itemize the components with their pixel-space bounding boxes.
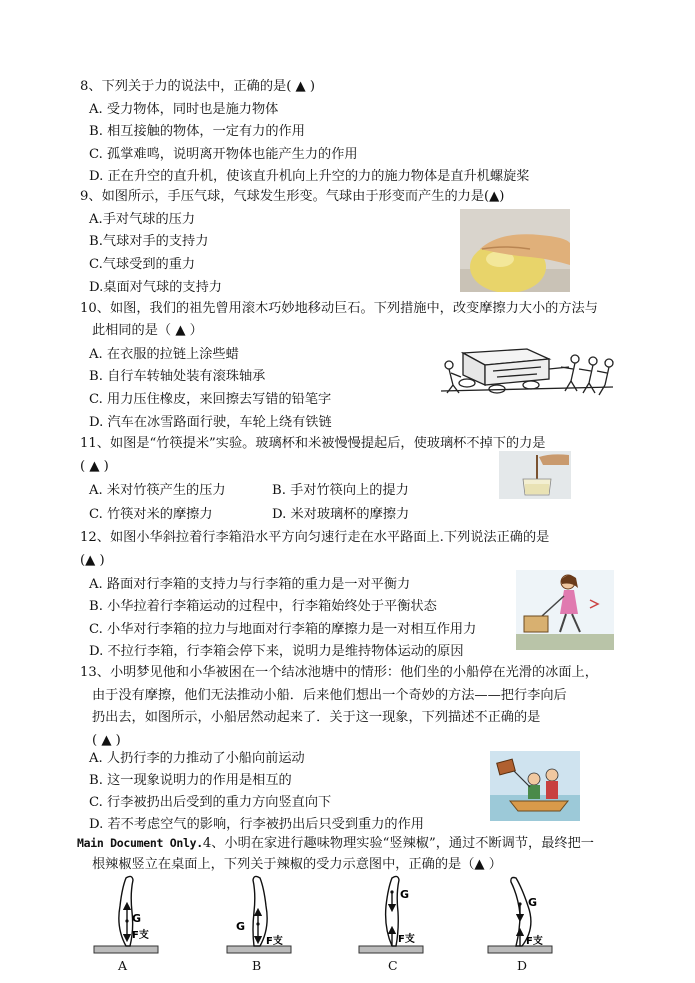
q10-stem-continued: 此相同的是（ ▲ ） bbox=[92, 323, 203, 338]
chopstick-lifting-rice-image bbox=[499, 451, 571, 499]
label-f-b: F支 bbox=[266, 936, 283, 947]
rolling-logs-boulder-image bbox=[437, 343, 617, 399]
q10-option-b: B. 自行车转轴处装有滚珠轴承 bbox=[89, 369, 266, 384]
q13-stem: 13、小明梦见他和小华被困在一个结冰池塘中的情形：他们坐的小船停在光滑的冰面上， bbox=[80, 665, 598, 680]
q12-stem-continued: (▲ ) bbox=[80, 553, 105, 568]
q12-stem: 12、如图小华斜拉着行李箱沿水平方向匀速行走在水平路面上.下列说法正确的是 bbox=[80, 530, 550, 545]
q8-option-b: B. 相互接触的物体，一定有力的作用 bbox=[89, 124, 305, 139]
label-g-a: G bbox=[132, 912, 142, 925]
boat-throwing-luggage-image bbox=[490, 751, 580, 821]
hand-pressing-balloon-image bbox=[460, 209, 570, 292]
q13-option-b: B. 这一现象说明力的作用是相互的 bbox=[89, 773, 292, 788]
pepper-diagram-b bbox=[227, 876, 291, 953]
q14-stem-continued: 根辣椒竖立在桌面上，下列关于辣椒的受力示意图中，正确的是（▲ ） bbox=[92, 857, 502, 872]
q13-stem-line2: 由于没有摩擦，他们无法推动小船．后来他们想出一个奇妙的方法——把行李向后 bbox=[92, 688, 567, 703]
q12-option-d: D. 不拉行李箱，行李箱会停下来，说明力是维持物体运动的原因 bbox=[89, 644, 464, 659]
q11-option-d: D. 米对玻璃杯的摩擦力 bbox=[272, 507, 410, 522]
q11-stem: 11、如图是“竹筷提米”实验。玻璃杯和米被慢慢提起后，使玻璃杯不掉下的力是 bbox=[80, 436, 546, 451]
q9-stem: 9、如图所示，手压气球，气球发生形变。气球由于形变而产生的力是(▲) bbox=[80, 189, 505, 204]
diagram-label-c: C bbox=[388, 958, 398, 973]
label-g-c: G bbox=[400, 888, 410, 901]
girl-pulling-luggage-image bbox=[516, 570, 614, 650]
q12-option-c: C. 小华对行李箱的拉力与地面对行李箱的摩擦力是一对相互作用力 bbox=[89, 622, 477, 637]
q8-stem: 8、下列关于力的说法中，正确的是( ▲ ) bbox=[80, 79, 316, 94]
diagram-label-b: B bbox=[252, 958, 262, 973]
q9-option-d: D.桌面对气球的支持力 bbox=[89, 280, 222, 295]
q10-option-c: C. 用力压住橡皮，来回擦去写错的铅笔字 bbox=[89, 392, 332, 407]
pepper-diagram-d bbox=[488, 878, 552, 954]
q14-stem-line1 bbox=[77, 833, 594, 854]
q10-option-d: D. 汽车在冰雪路面行驶，车轮上绕有铁链 bbox=[89, 415, 332, 430]
label-f-c: F支 bbox=[398, 934, 415, 945]
q8-option-d: D. 正在升空的直升机，使该直升机向上升空的力的施力物体是直升机螺旋桨 bbox=[89, 169, 530, 184]
q13-option-d: D. 若不考虑空气的影响，行李被扔出后只受到重力的作用 bbox=[89, 817, 424, 832]
pepper-diagram-a bbox=[94, 876, 158, 953]
label-g-b: G bbox=[236, 920, 246, 933]
label-f-d: F支 bbox=[526, 936, 543, 947]
q13-stem-line3: 扔出去，如图所示，小船居然动起来了．关于这一现象，下列描述不正确的是 bbox=[92, 710, 541, 725]
q10-option-a: A. 在衣服的拉链上涂些蜡 bbox=[89, 347, 239, 362]
q9-option-a: A.手对气球的压力 bbox=[89, 212, 196, 227]
label-g-d: G bbox=[528, 896, 538, 909]
q8-option-c: C. 孤掌难鸣，说明离开物体也能产生力的作用 bbox=[89, 147, 358, 162]
q12-option-b: B. 小华拉着行李箱运动的过程中，行李箱始终处于平衡状态 bbox=[89, 599, 437, 614]
q9-option-b: B.气球对手的支持力 bbox=[89, 234, 209, 249]
q14-stem: 4、小明在家进行趣味物理实验“竖辣椒”，通过不断调节，最终把一 bbox=[202, 836, 594, 851]
q11-option-b: B. 手对竹筷向上的提力 bbox=[272, 483, 409, 498]
q13-option-c: C. 行李被扔出后受到的重力方向竖直向下 bbox=[89, 795, 332, 810]
diagram-label-d: D bbox=[517, 958, 528, 973]
q12-option-a: A. 路面对行李箱的支持力与行李箱的重力是一对平衡力 bbox=[89, 577, 411, 592]
q11-option-a: A. 米对竹筷产生的压力 bbox=[89, 483, 226, 498]
q11-stem-continued: ( ▲ ) bbox=[80, 459, 109, 474]
diagram-label-a: A bbox=[118, 958, 128, 973]
q14-hidden-prefix: Main Document Only. bbox=[77, 836, 203, 850]
q11-option-c: C. 竹筷对米的摩擦力 bbox=[89, 507, 213, 522]
q13-option-a: A. 人扔行李的力推动了小船向前运动 bbox=[89, 751, 305, 766]
q9-option-c: C.气球受到的重力 bbox=[89, 257, 196, 272]
pepper-force-diagrams bbox=[90, 872, 610, 976]
q8-option-a: A. 受力物体，同时也是施力物体 bbox=[89, 102, 279, 117]
q10-stem: 10、如图，我们的祖先曾用滚木巧妙地移动巨石。下列措施中，改变摩擦力大小的方法与 bbox=[80, 301, 598, 316]
q13-stem-line4: ( ▲ ) bbox=[92, 733, 121, 748]
pepper-diagram-c bbox=[359, 876, 423, 953]
label-f-a: F支 bbox=[132, 930, 149, 941]
